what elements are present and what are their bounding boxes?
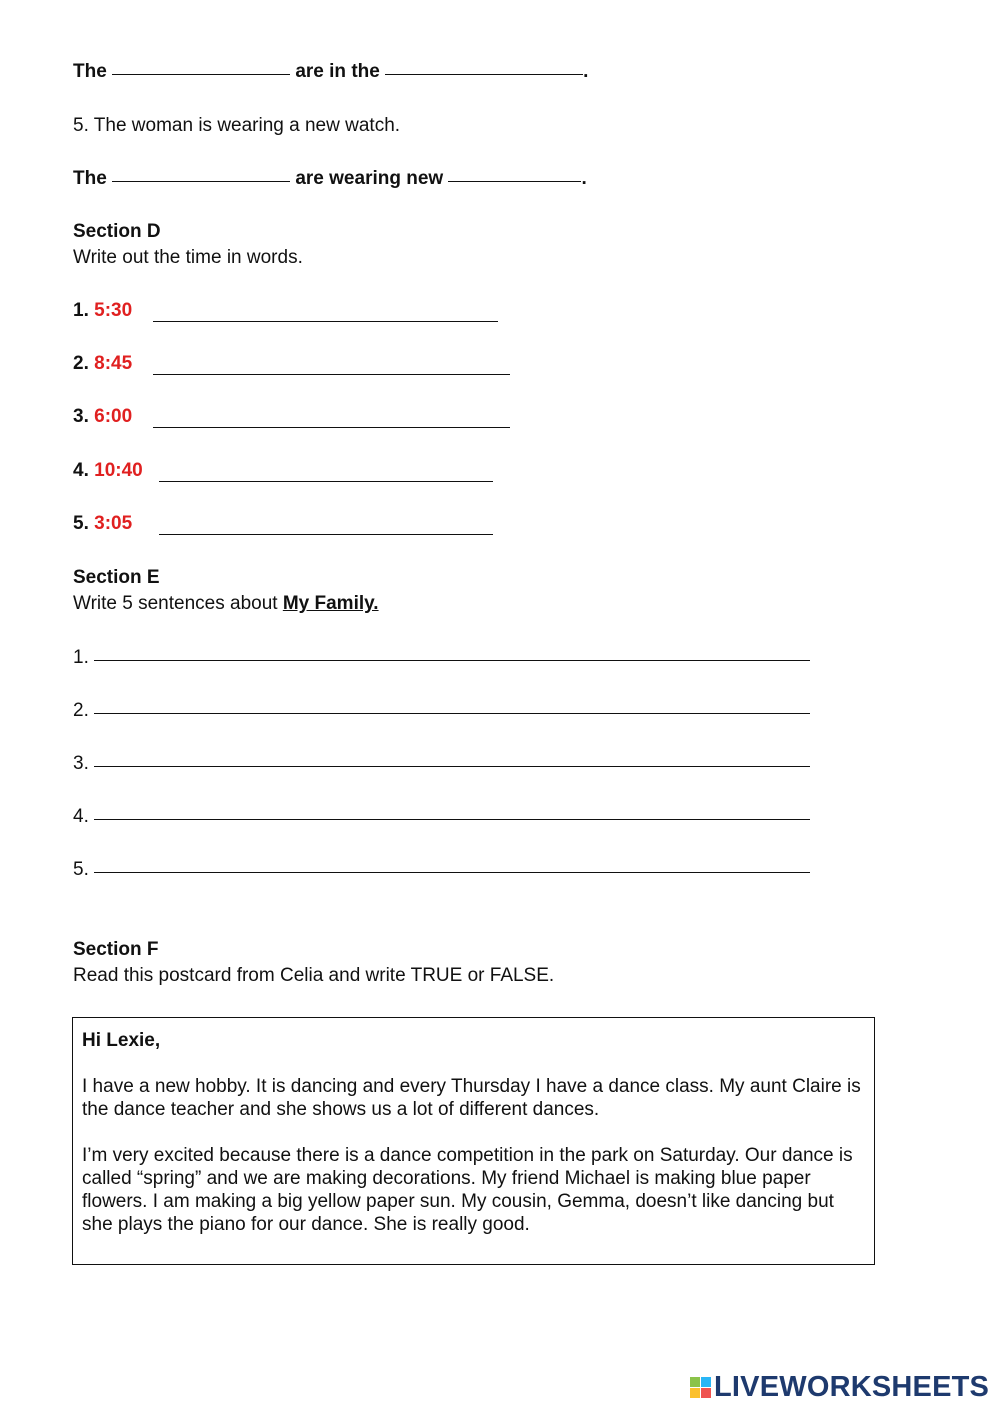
sentence-answer-line[interactable]: [94, 818, 810, 820]
question-5: 5. The woman is wearing a new watch.: [73, 115, 401, 136]
time-answer-line[interactable]: [159, 480, 493, 482]
fill-in-period: .: [583, 61, 589, 82]
sentence-line-3: [73, 753, 810, 775]
instruction-topic: My Family.: [282, 593, 379, 614]
time-value: 10:40: [94, 460, 143, 481]
item-number: 1.: [73, 300, 89, 321]
item-number: 1.: [73, 647, 89, 668]
postcard: [72, 1017, 875, 1265]
time-value: 5:30: [94, 300, 133, 321]
answer-blank[interactable]: [448, 180, 581, 182]
time-answer-line[interactable]: [159, 533, 493, 535]
time-item-4: [73, 460, 143, 482]
fill-in-word: The: [73, 61, 107, 82]
logo-text: LIVEWORKSHEETS: [714, 1370, 990, 1403]
answer-blank[interactable]: [385, 73, 583, 75]
fill-in-word: The: [73, 168, 107, 189]
sentence-line-4: [73, 806, 810, 828]
item-number: 4.: [73, 806, 89, 827]
section-e-title: Section E: [73, 567, 160, 588]
sentence-line-1: [73, 647, 810, 669]
sentence-line-5: [73, 859, 810, 881]
sentence-answer-line[interactable]: [94, 871, 810, 873]
section-f-title: Section F: [73, 939, 159, 960]
time-answer-line[interactable]: [153, 426, 510, 428]
sentence-line-2: [73, 700, 810, 722]
logo-tiles-icon: [690, 1377, 711, 1398]
time-item-2: [73, 353, 132, 375]
item-number: 5.: [73, 513, 89, 534]
section-f-instruction: Read this postcard from Celia and write TRUE or FALSE.: [73, 965, 555, 986]
sentence-answer-line[interactable]: [94, 712, 810, 714]
time-answer-line[interactable]: [153, 320, 498, 322]
time-value: 8:45: [94, 353, 133, 374]
time-item-5: [73, 513, 132, 535]
item-number: 3.: [73, 406, 89, 427]
item-number: 4.: [73, 460, 89, 481]
fill-in-word: are wearing new: [295, 168, 444, 189]
time-answer-line[interactable]: [153, 373, 510, 375]
sentence-answer-line[interactable]: [94, 659, 810, 661]
item-number: 5.: [73, 859, 89, 880]
item-number: 2.: [73, 700, 89, 721]
section-d-title: Section D: [73, 221, 161, 242]
section-d-instruction: Write out the time in words.: [73, 247, 303, 268]
time-item-1: [73, 300, 132, 322]
time-item-3: [73, 406, 132, 428]
fill-in-period: .: [581, 168, 587, 189]
postcard-paragraph-2: I’m very excited because there is a dance competition in the park on Saturday. Our dance is called “spring” and we are making decorations. My friend Michael is making blue paper flowers. I am making a big yellow paper sun. My cousin, Gemma, doesn’t like dancing but she plays the piano for our dance. She is really good.: [82, 1145, 853, 1235]
answer-blank[interactable]: [112, 180, 290, 182]
fill-in-word: are in the: [295, 61, 380, 82]
fill-in-sentence-5: [73, 168, 587, 190]
sentence-answer-line[interactable]: [94, 765, 810, 767]
section-e-instruction: [73, 593, 379, 615]
liveworksheets-logo[interactable]: [690, 1372, 989, 1402]
time-value: 3:05: [94, 513, 133, 534]
fill-in-sentence-4: [73, 61, 588, 83]
item-number: 3.: [73, 753, 89, 774]
answer-blank[interactable]: [112, 73, 290, 75]
item-number: 2.: [73, 353, 89, 374]
time-value: 6:00: [94, 406, 133, 427]
postcard-paragraph-1: I have a new hobby. It is dancing and every Thursday I have a dance class. My aunt Claire is the dance teacher and she shows us a lot of different dances.: [82, 1076, 861, 1120]
instruction-text: Write 5 sentences about: [73, 593, 283, 614]
postcard-greeting: Hi Lexie,: [82, 1030, 161, 1051]
